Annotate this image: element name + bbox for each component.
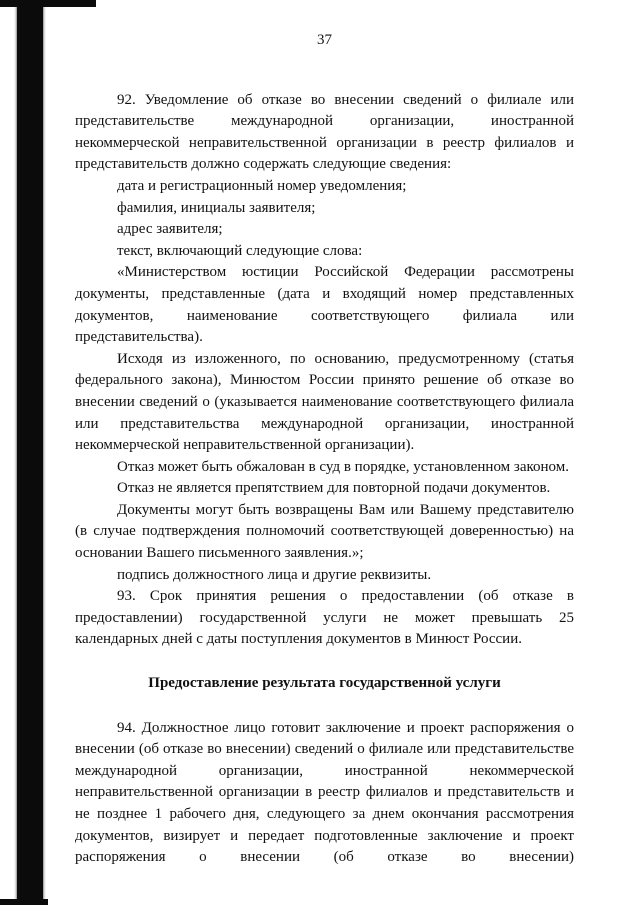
document-page-content bbox=[75, 0, 574, 869]
paragraph-based-on: Исходя из изложенного, по основанию, предусмотренному (статья федерального закона), Минюстом России принято решение об отказе во внесении сведений о (указывается наименование соответствующего филиала или представительства международной организации, иностранной некоммерческой неправительственной организации). bbox=[75, 350, 574, 454]
scan-edge-left-artifact bbox=[17, 0, 43, 905]
page-number: 37 bbox=[317, 32, 332, 48]
paragraph-return-docs: Документы могут быть возвращены Вам или Вашему представителю (в случае подтверждения полномочий соответствующей доверенностью) на основании Вашего письменного заявления.»; bbox=[75, 501, 574, 562]
list-line-address: адрес заявителя; bbox=[117, 221, 223, 238]
list-line-surname: фамилия, инициалы заявителя; bbox=[117, 199, 316, 216]
paragraph-92: 92. Уведомление об отказе во внесении сведений о филиале или представительстве международной организации, иностранной некоммерческой неправительственной организации в реестр филиалов и представительств должно содержать следующие сведения: bbox=[75, 91, 574, 173]
list-line-signature: подпись должностного лица и другие реквизиты. bbox=[117, 566, 432, 583]
paragraph-appeal: Отказ может быть обжалован в суд в порядке, установленном законом. bbox=[117, 458, 570, 475]
list-line-date-number: дата и регистрационный номер уведомления; bbox=[117, 177, 407, 194]
scan-edge-bottom-artifact bbox=[0, 899, 48, 905]
section-heading: Предоставление результата государственной услуги bbox=[148, 675, 501, 692]
paragraph-ministry: «Министерством юстиции Российской Федерации рассмотрены документы, представленные (дата и входящий номер представленных документов, наименование соответствующего филиала или представительства). bbox=[75, 264, 574, 346]
list-line-text-words: текст, включающий следующие слова: bbox=[117, 242, 363, 259]
paragraph-94: 94. Должностное лицо готовит заключение и проект распоряжения о внесении (об отказе во внесении) сведений о филиале или представительстве международной организации, иностранной некоммерческой неправительственной организации в реестр филиалов и представительств и не позднее 1 рабочего дня, следующего за днем окончания рассмотрения документов, визирует и передает подготовленные заключение и проект распоряжения о внесении (об отказе во внесении) bbox=[75, 719, 574, 866]
paragraph-93: 93. Срок принятия решения о предоставлении (об отказе в предоставлении) государственной услуги не может превышать 25 календарных дней с даты поступления документов в Минюст России. bbox=[75, 588, 574, 648]
paragraph-resubmission: Отказ не является препятствием для повторной подачи документов. bbox=[117, 480, 551, 497]
